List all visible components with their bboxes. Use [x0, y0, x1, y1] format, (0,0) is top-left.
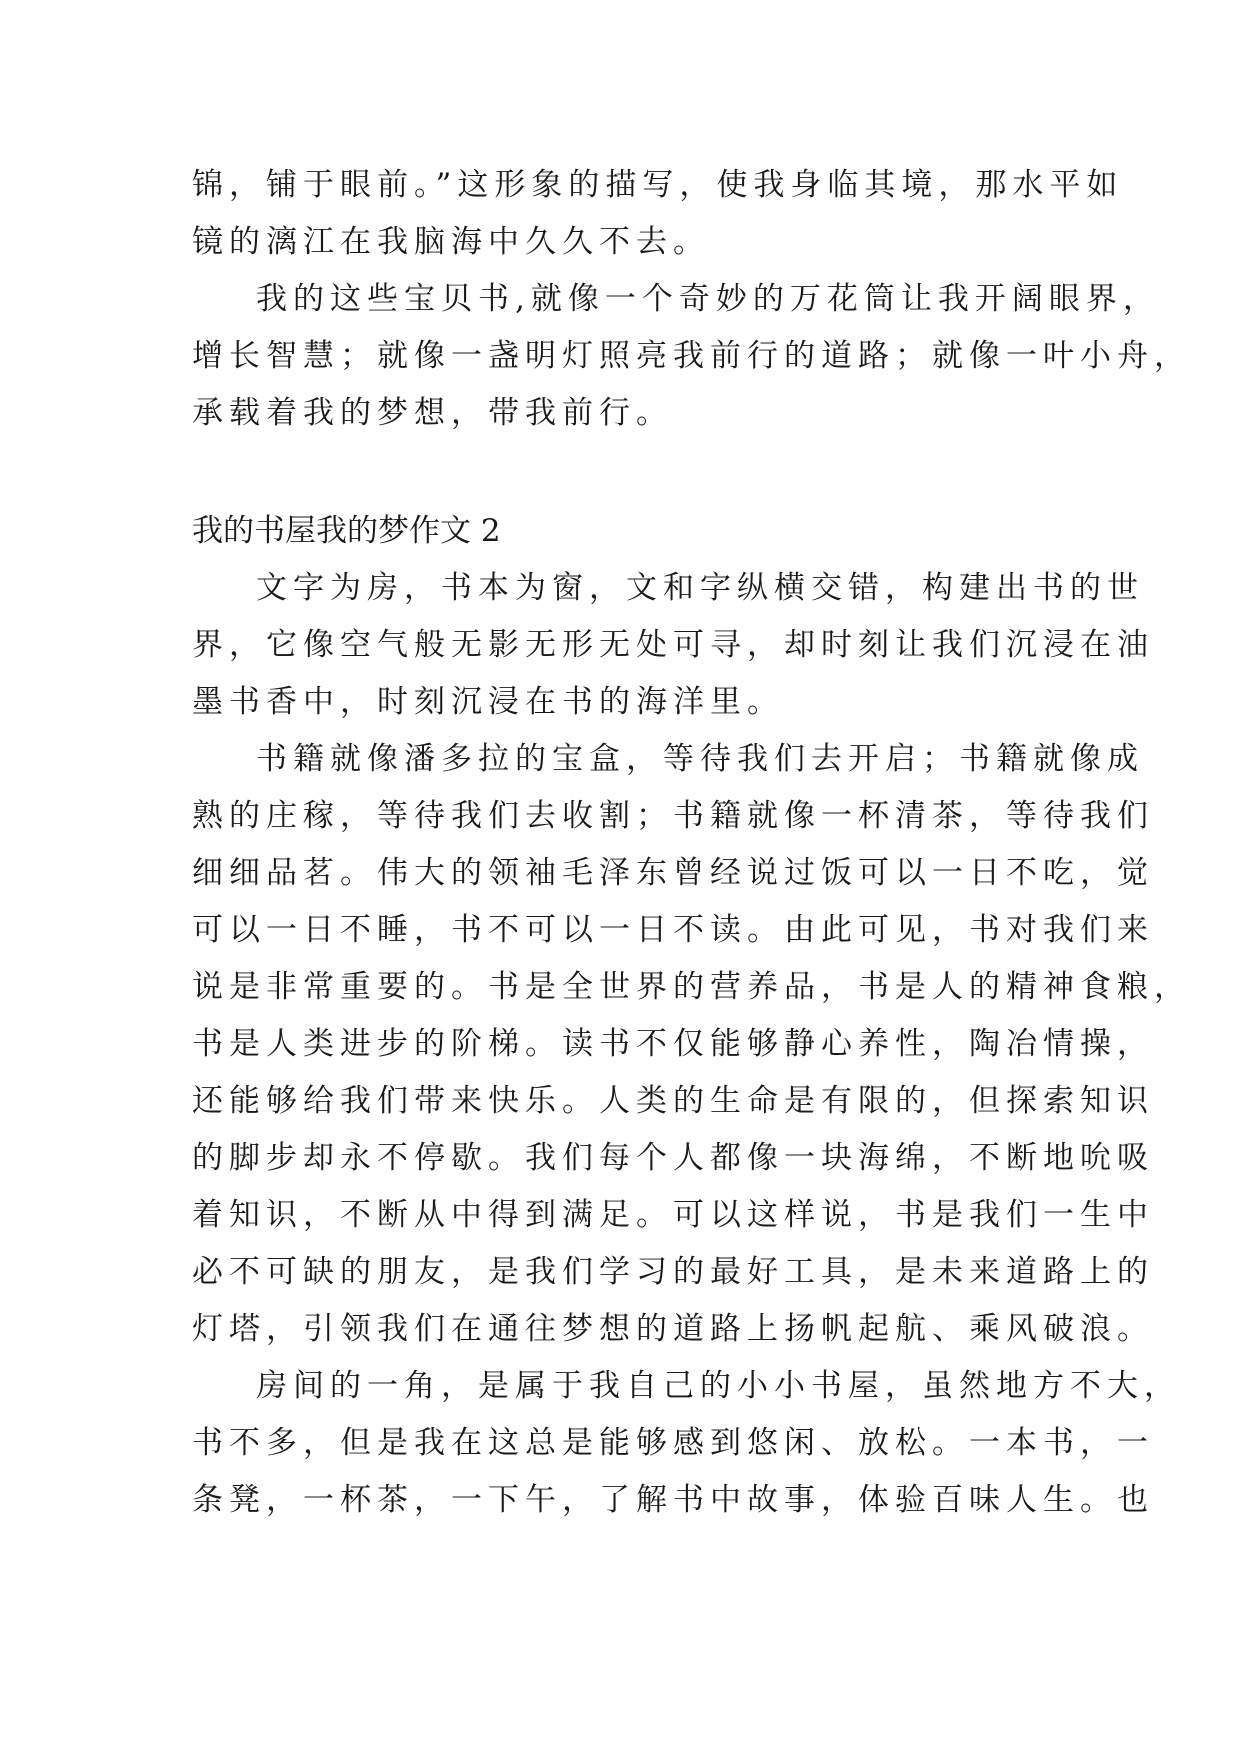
paragraph-line: 可以一日不睡，书不可以一日不读。由此可见，书对我们来 [192, 912, 1154, 948]
paragraph-line: 承载着我的梦想，带我前行。 [192, 395, 673, 431]
paragraph-line: 界，它像空气般无影无形无处可寻，却时刻让我们沉浸在油 [192, 627, 1154, 663]
paragraph-line: 房间的一角，是属于我自己的小小书屋，虽然地方不大， [256, 1368, 1181, 1404]
paragraph-line: 细细品茗。伟大的领袖毛泽东曾经说过饭可以一日不吃，觉 [192, 855, 1154, 891]
paragraph-line: 条凳，一杯茶，一下午，了解书中故事，体验百味人生。也 [192, 1482, 1154, 1518]
paragraph-line: 锦，铺于眼前。”这形象的描写，使我身临其境，那水平如 [192, 167, 1124, 203]
paragraph-line: 的脚步却永不停歇。我们每个人都像一块海绵，不断地吮吸 [192, 1140, 1154, 1176]
paragraph-line: 镜的漓江在我脑海中久久不去。 [192, 224, 710, 260]
paragraph-line: 墨书香中，时刻沉浸在书的海洋里。 [192, 684, 784, 720]
paragraph-line: 我的这些宝贝书,就像一个奇妙的万花筒让我开阔眼界， [256, 281, 1160, 317]
section-heading: 我的书屋我的梦作文 2 [192, 513, 501, 549]
paragraph-line: 书籍就像潘多拉的宝盒，等待我们去开启；书籍就像成 [256, 741, 1144, 777]
paragraph-line: 灯塔，引领我们在通往梦想的道路上扬帆起航、乘风破浪。 [192, 1311, 1154, 1347]
paragraph-line: 说是非常重要的。书是全世界的营养品，书是人的精神食粮， [192, 969, 1191, 1005]
paragraph-line: 书是人类进步的阶梯。读书不仅能够静心养性，陶冶情操， [192, 1026, 1154, 1062]
paragraph-line: 还能够给我们带来快乐。人类的生命是有限的，但探索知识 [192, 1083, 1154, 1119]
paragraph-line: 熟的庄稼，等待我们去收割；书籍就像一杯清茶，等待我们 [192, 798, 1154, 834]
paragraph-line: 增长智慧；就像一盏明灯照亮我前行的道路；就像一叶小舟， [192, 338, 1191, 374]
paragraph-line: 文字为房，书本为窗，文和字纵横交错，构建出书的世 [256, 570, 1144, 606]
paragraph-line: 必不可缺的朋友，是我们学习的最好工具，是未来道路上的 [192, 1254, 1154, 1290]
paragraph-line: 书不多，但是我在这总是能够感到悠闲、放松。一本书，一 [192, 1425, 1154, 1461]
paragraph-line: 着知识，不断从中得到满足。可以这样说，书是我们一生中 [192, 1197, 1154, 1233]
